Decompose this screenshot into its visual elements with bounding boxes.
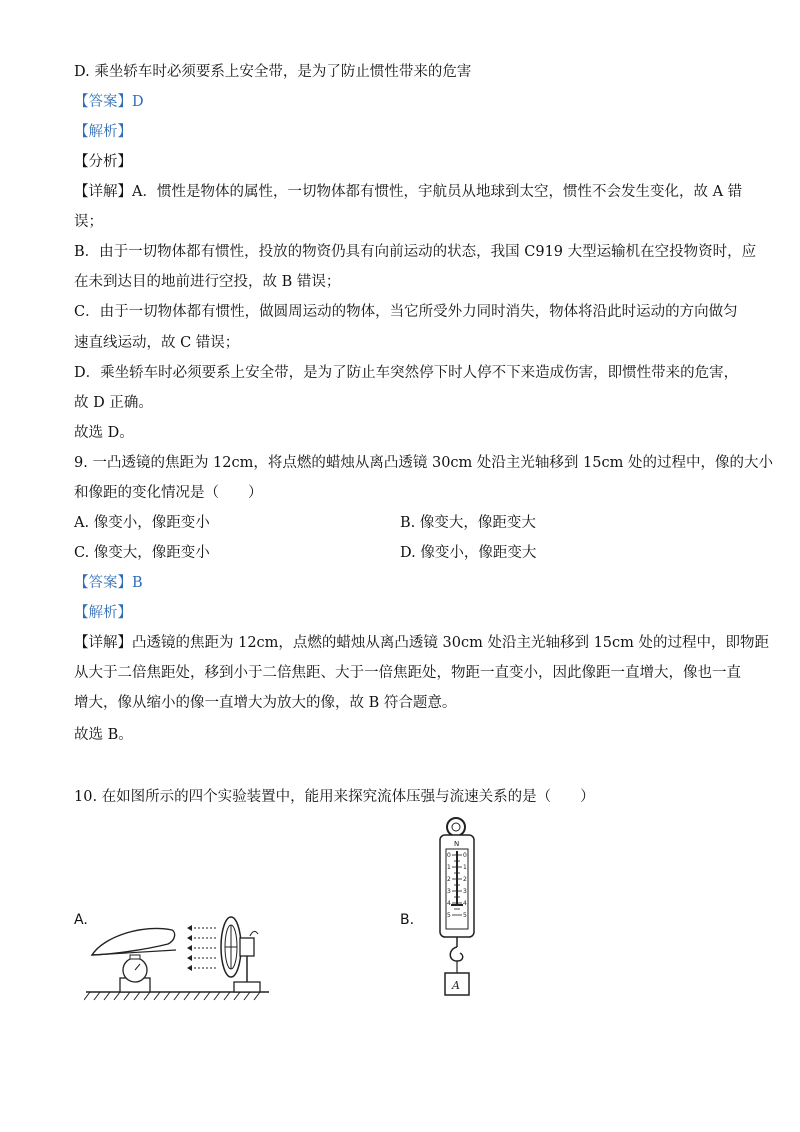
q10-stem: 10. 在如图所示的四个实验装置中，能用来探究流体压强与流速关系的是（ ） xyxy=(74,789,595,805)
scale-tick-left-4: 4 xyxy=(447,900,451,907)
scale-tick-right-4: 4 xyxy=(463,900,467,907)
q10-figure-a-wing-fan xyxy=(84,900,274,1005)
scale-tick-left-1: 1 xyxy=(447,864,451,871)
q9-option-c: C. 像变大，像距变小 xyxy=(74,545,210,561)
scale-tick-right-0: 0 xyxy=(463,852,467,859)
scale-tick-left-3: 3 xyxy=(447,888,451,895)
q9-stem-1: 9. 一凸透镜的焦距为 12cm，将点燃的蜡烛从离凸透镜 30cm 处沿主光轴移到 15cm 处的过程中，像的大小 xyxy=(74,455,773,471)
scale-tick-left-2: 2 xyxy=(447,876,451,883)
q8-answer: 【答案】D xyxy=(74,94,144,110)
q9-option-d: D. 像变小，像距变大 xyxy=(400,545,537,561)
q10-figure-a-label: A. xyxy=(74,912,88,928)
scale-tick-right-1: 1 xyxy=(463,864,467,871)
q8-detail-d-1: D．乘坐轿车时必须要系上安全带，是为了防止车突然停下时人停不下来造成伤害，即惯性带来的危害， xyxy=(74,365,739,381)
q8-fenxi-label: 【分析】 xyxy=(74,154,132,170)
q10-figure-b-label: B. xyxy=(400,912,415,928)
q8-detail-b-2: 在未到达目的地前进行空投，故 B 错误； xyxy=(74,274,341,290)
scale-tick-right-3: 3 xyxy=(463,888,467,895)
q8-detail-a-1: 【详解】A．惯性是物体的属性，一切物体都有惯性，宇航员从地球到太空，惯性不会发生变化，故 A 错 xyxy=(74,184,743,200)
q8-detail-b-1: B．由于一切物体都有惯性，投放的物资仍具有向前运动的状态，我国 C919 大型运输机在空投物资时，应 xyxy=(74,244,757,260)
scale-tick-left-0: 0 xyxy=(447,852,451,859)
q8-detail-c-2: 速直线运动，故 C 错误； xyxy=(74,335,240,351)
scale-tick-left-5: 5 xyxy=(447,912,451,919)
q9-detail-1: 【详解】凸透镜的焦距为 12cm，点燃的蜡烛从离凸透镜 30cm 处沿主光轴移到 15cm 处的过程中，即物距 xyxy=(74,635,770,651)
q8-detail-c-1: C．由于一切物体都有惯性，做圆周运动的物体，当它所受外力同时消失，物体将沿此时运动的方向做匀 xyxy=(74,304,738,320)
q9-stem-2: 和像距的变化情况是（ ） xyxy=(74,485,263,501)
q8-option-d: D. 乘坐轿车时必须要系上安全带，是为了防止惯性带来的危害 xyxy=(74,64,472,80)
q9-detail-3: 增大，像从缩小的像一直增大为放大的像，故 B 符合题意。 xyxy=(74,695,457,711)
q8-analysis-label: 【解析】 xyxy=(74,124,132,140)
scale-tick-right-2: 2 xyxy=(463,876,467,883)
q9-option-a: A. 像变小，像距变小 xyxy=(74,515,210,531)
q10-figure-b-spring-scale xyxy=(430,815,490,1000)
q8-detail-d-2: 故 D 正确。 xyxy=(74,395,153,411)
scale-unit-label: N xyxy=(454,840,460,848)
q9-detail-2: 从大于二倍焦距处，移到小于二倍焦距、大于一倍焦距处，物距一直变小，因此像距一直增大，像也一直 xyxy=(74,665,741,681)
q8-conclusion: 故选 D。 xyxy=(74,425,134,441)
q9-conclusion: 故选 B。 xyxy=(74,727,133,743)
q9-analysis-label: 【解析】 xyxy=(74,605,132,621)
q9-option-b: B. 像变大，像距变大 xyxy=(400,515,536,531)
scale-tick-right-5: 5 xyxy=(463,912,467,919)
q8-detail-a-2: 误； xyxy=(74,214,103,230)
block-label: A xyxy=(452,979,460,992)
q9-answer: 【答案】B xyxy=(74,575,143,591)
